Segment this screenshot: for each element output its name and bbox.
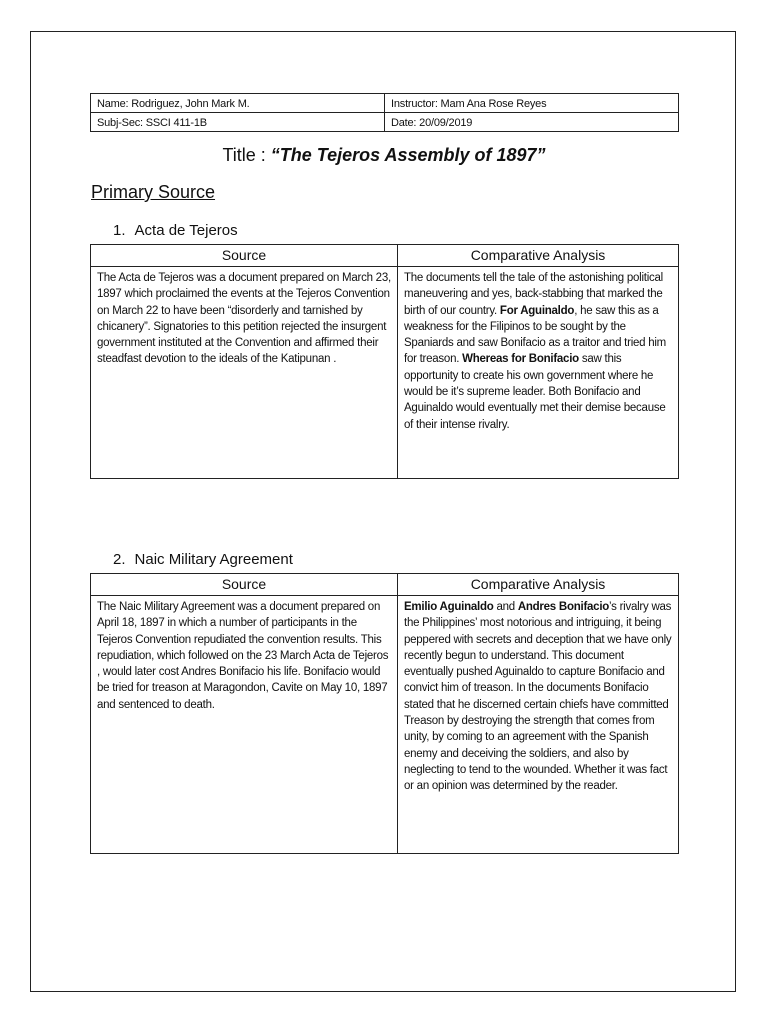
title-prefix: Title : [222, 145, 271, 165]
analysis-emphasis: Whereas for Bonifacio [462, 353, 579, 366]
document-title [0, 143, 768, 167]
item-number: 2. [113, 551, 126, 568]
student-name: Name: Rodriguez, John Mark M. [91, 94, 385, 113]
analysis-text: saw this opportunity to create his own government where he would be it’s supreme leader. Both Bonifacio and Aguinaldo would eventually met their demise because of their intense rivalry. [404, 353, 666, 431]
analysis-emphasis: For Aguinaldo [499, 304, 575, 317]
analysis-emphasis: Emilio Aguinaldo [404, 601, 494, 613]
item-heading-1 [113, 221, 238, 241]
submission-date: Date: 20/09/2019 [385, 113, 679, 132]
analysis-table-2 [90, 573, 679, 854]
item-heading-2 [113, 550, 293, 570]
analysis-table-1 [90, 244, 679, 479]
analysis-cell [398, 596, 679, 854]
source-text: The Acta de Tejeros was a document prepared on March 23, 1897 which proclaimed the events at the Tejeros Convention on March 22 to have been “disorderly and tarnished by chicanery”. Signatories to this petition rejected the insurgent government instituted at the Convention and affirmed their [97, 272, 391, 350]
analysis-cell [398, 267, 679, 479]
item-name: Naic Military Agreement [134, 551, 293, 568]
analysis-text: ’s rivalry was the Philippines’ most notorious and intriguing, it being peppered with secrets and deception that we have only recently begun to understand. This document eventually pushed Aguinaldo to capture Bonifacio and convict him of treason. In the documents Bonifacio stated that he discerned certain chiefs have committed Treason by destroying the strength that comes from unity, by coming to an agreement with the Spanish enemy and deceiving the soldiers, and also by neglecting to tend to the wounded. Whether it was fact or an opinion was determined by the reader. [404, 601, 672, 793]
analysis-text: , he saw this as a weakness for the Filipinos to be sought by the Spaniards and saw Bonifacio as a traitor and tried him for treason. [404, 304, 667, 366]
column-header-source: Source [91, 574, 398, 596]
analysis-text: The documents tell the tale of the astonishing political maneuvering and yes, back-stabbing that marked the birth of our country. [404, 272, 663, 317]
student-info-table [90, 93, 679, 132]
subject-section: Subj-Sec: SSCI 411-1B [91, 113, 385, 132]
item-name: Acta de Tejeros [134, 222, 238, 239]
column-header-analysis: Comparative Analysis [398, 574, 679, 596]
source-cell [91, 596, 398, 854]
source-text-continued: steadfast devotion to the ideals of the Katipunan . [97, 353, 337, 366]
section-heading: Primary Source [91, 182, 216, 202]
item-number: 1. [113, 222, 126, 239]
instructor-name: Instructor: Mam Ana Rose Reyes [385, 94, 679, 113]
title-text: “The Tejeros Assembly of 1897” [270, 145, 546, 165]
column-header-source: Source [91, 245, 398, 267]
source-cell [91, 267, 398, 479]
analysis-emphasis: Andres Bonifacio [517, 601, 610, 613]
source-text: The Naic Military Agreement was a document prepared on April 18, 1897 in which a number of participants in the Tejeros Convention repudiated the convention results. This repudiation, which followed on the 23 March Acta de Tejeros , would later cost Andres Bonifacio his life. Bonifacio would be tried for treason at Maragondon, Cavite on May 10, 1897 and sentenced to death. [97, 601, 389, 711]
analysis-text: and [493, 601, 518, 613]
column-header-analysis: Comparative Analysis [398, 245, 679, 267]
